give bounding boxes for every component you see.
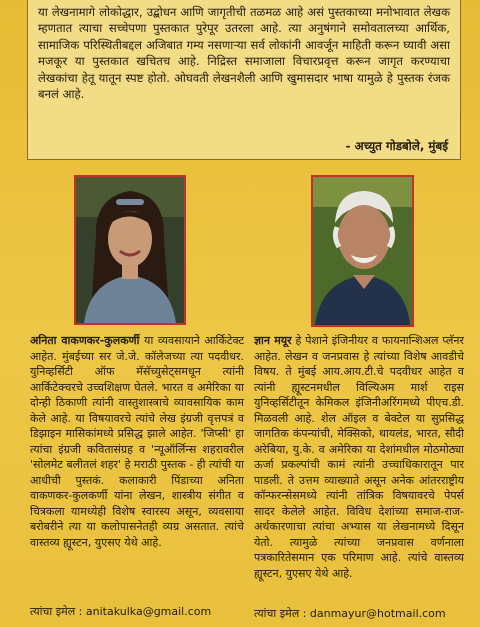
author-photo-right — [311, 175, 414, 327]
author-bio-left-body: या व्यवसायाने आर्किटेक्ट आहेत. मुंबईच्या सर जे.जे. कॉलेजच्या त्या पदवीधर. युनिव्हर्सिटी ऑफ मॅसॅच्युसेट्समधून त्यांनी आर्किटेक्चरचे उच्चशिक्षण घेतले. भारत व अमेरिका या दोन्ही ठिकाणी त्यांनी वास्तुशास्त्राचे व्यावसायिक काम केले आहे. या विषयावरचे त्यांचे लेख इंग्रजी वृत्तपत्रं व डिझाइन मासिकांमध्ये प्रसिद्ध झाले आहेत. 'जिप्सी' हा त्यांचा इंग्रजी कवितासंग्रह व 'न्यूऑर्लिन्स शहरावरील 'सोलमेट बलीतलं शहर' हे मराठी पुस्तक - ही त्यांची या आधीची पुस्तकं. कलाकारी पिंडाच्या अनिता वाकणकर-कुलकर्णी यांना लेखन, शास्त्रीय संगीत व चित्रकला यामध्येही विशेष स्वारस्य असून, व्यवसाया बरोबरीने त्या या कलोपासनेतही व्यग्र असतात. त्यांचे वास्तव्य ह्यूस्टन, युएसए येथे आहे. — [30, 334, 244, 549]
author-email-right — [254, 606, 446, 622]
author-bio-right — [254, 333, 464, 620]
author-bio-right-body: हे पेशाने इंजिनीयर व फायनान्शिअल प्लॅनर आहेत. लेखन व जनप्रवास हे त्यांच्या विशेष आवडीचे विषय. ते मुंबई आय.आय.टी.चे पदवीधर आहेत व त्यांनी ह्यूस्टनमधील विल्यिअम मार्श राइस युनिव्हर्सिटीतून केमिकल इंजिनीअरिंगमध्ये पीएच.डी. मिळवली आहे. शेल ऑइल व बेक्टेल या सुप्रसिद्ध जागतिक कंपन्यांची, मेक्सिको, थायलंड, भारत, सौदी अरेबिया, यु.के. व अमेरिका या देशांमधील मोठमोठ्या ऊर्जा प्रकल्पांची कामं त्यांनी उच्चाधिकारातून पार पाडली. ते उत्तम व्याख्याते असून अनेक आंतरराष्ट्रीय कॉन्फरन्सेसमध्ये त्यांनी तांत्रिक विषयावरचे पेपर्स सादर केलेले आहेत. विविध देशांच्या समाज-राज-अर्थकारणाचा त्यांचा अभ्यास या लेखनामध्ये दिसून येतो. त्यामुळे त्यांच्या जनप्रवास वर्णनाला पत्रकारितेसमान एक परिमाण आहे. त्यांचे वास्तव्य ह्यूस्टन, युएसए येथे आहे. — [254, 334, 464, 580]
author-name-left: अनिता वाकणकर-कुलकर्णी — [30, 334, 140, 347]
review-quote-box — [27, 0, 461, 160]
man-portrait-image — [313, 177, 412, 325]
author-bio-left-text — [30, 333, 244, 550]
email-label-right: त्यांचा इमेल : — [254, 607, 310, 620]
email-address-left[interactable]: anitakulka@gmail.com — [85, 605, 212, 618]
email-label-left: त्यांचा इमेल : — [30, 605, 86, 618]
woman-portrait-image — [76, 177, 184, 323]
review-quote-author: - अच्युत गोडबोले, मुंबई — [345, 139, 448, 153]
email-address-right[interactable]: danmayur@hotmail.com — [309, 607, 446, 620]
author-bio-left — [30, 333, 244, 618]
author-photo-left — [74, 175, 186, 325]
author-name-right: ज्ञान मयूर — [254, 334, 292, 347]
review-quote-text: या लेखनामागे लोकोद्धार, उद्बोधन आणि जागृतीची तळमळ आहे असं पुस्तकाच्या मनोभावात लेखक म्हणतात त्याचा सच्चेपणा पुस्तकात पुरेपूर उतरला आहे. त्या अनुषंगाने समोवतालच्या आर्थिक, सामाजिक परिस्थितीबद्दल अजिबात गम्य नसणाऱ्या सर्व लोकांनी आवर्जून माहिती करून घ्यावी असा मजकूर या पुस्तकात खचितच आहे. निद्रिस्त समाजाला विचारप्रवृत्त करून जागृत करण्याचा लेखकांचा हेतू यातून स्पष्ट होतो. ओघवती लेखनशैली आणि खुमासदार भाषा यामुळे हे पुस्तक रंजक बनलं आहे. — [38, 5, 450, 102]
author-email-left — [30, 604, 211, 620]
author-bio-right-text — [254, 333, 464, 581]
